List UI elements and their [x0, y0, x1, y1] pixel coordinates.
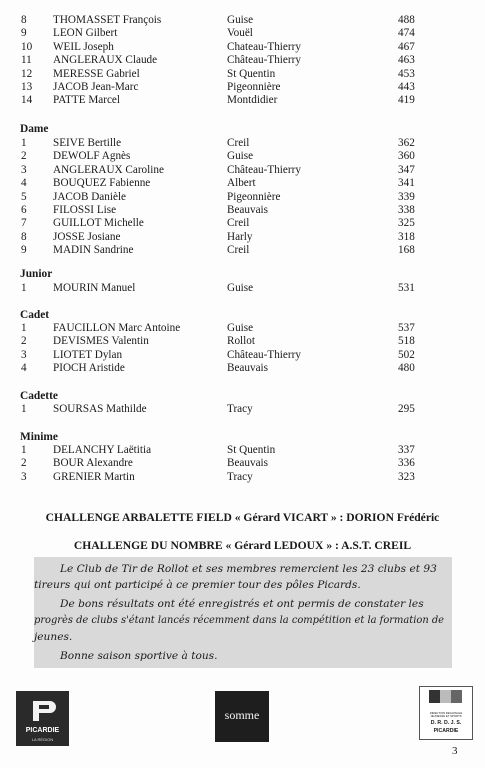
name-cell: FAUCILLON Marc Antoine: [53, 322, 181, 334]
drdjs-line3: PICARDIE: [433, 728, 459, 734]
club-cell: Harly: [227, 230, 253, 243]
score-cell: 338: [398, 204, 415, 216]
name-cell: MOURIN Manuel: [53, 282, 136, 294]
result-row: [0, 231, 485, 244]
result-row: [0, 177, 485, 190]
score-cell: 337: [398, 444, 415, 456]
score-cell: 453: [398, 67, 415, 80]
club-cell: Château-Thierry: [227, 163, 301, 176]
rank-cell: 4: [21, 177, 27, 190]
result-row: [0, 204, 485, 217]
rank-cell: 9: [21, 244, 27, 257]
score-cell: 502: [398, 348, 415, 361]
result-row: [0, 444, 485, 457]
message-line: progrès de clubs s'étant lancés récemment dans la compétition et la formation de: [34, 615, 444, 626]
club-cell: Pigeonnière: [227, 190, 281, 203]
rank-cell: 12: [21, 67, 33, 80]
picardie-logo-text: PICARDIE: [25, 727, 60, 734]
name-cell: ANGLERAUX Caroline: [53, 163, 164, 176]
club-cell: Guise: [227, 322, 254, 334]
message-line: Le Club de Tir de Rollot et ses membres remercient les 23 clubs et 93: [60, 563, 437, 575]
result-row: [0, 217, 485, 230]
club-cell: Creil: [227, 137, 250, 149]
club-cell: Creil: [227, 217, 250, 230]
name-cell: LEON Gilbert: [53, 27, 118, 40]
club-cell: St Quentin: [227, 444, 276, 456]
name-cell: THOMASSET François: [53, 14, 162, 26]
picardie-logo-subtext: LA RÉGION: [31, 737, 54, 742]
rank-cell: 8: [21, 14, 27, 26]
result-row: [0, 137, 485, 150]
result-row: [0, 150, 485, 163]
name-cell: LIOTET Dylan: [53, 348, 123, 361]
rank-cell: 3: [21, 163, 27, 176]
rank-cell: 8: [21, 230, 27, 243]
name-cell: BOUQUEZ Fabienne: [53, 177, 151, 190]
club-cell: Pigeonnière: [227, 81, 281, 93]
score-cell: 339: [398, 190, 415, 203]
category-heading: Junior: [20, 268, 53, 280]
name-cell: SOURSAS Mathilde: [53, 403, 147, 415]
message-line: jeunes.: [34, 631, 73, 643]
score-cell: 323: [398, 470, 415, 483]
somme-logo-text: somme: [224, 708, 260, 722]
club-cell: Guise: [227, 150, 254, 163]
score-cell: 474: [398, 27, 415, 40]
name-cell: JACOB Jean-Marc: [53, 81, 139, 93]
club-cell: St Quentin: [227, 67, 276, 80]
rank-cell: 1: [21, 137, 27, 149]
name-cell: PIOCH Aristide: [53, 362, 125, 375]
result-row: [0, 164, 485, 177]
club-cell: Beauvais: [227, 362, 269, 375]
rank-cell: 3: [21, 348, 27, 361]
result-row: [0, 244, 485, 257]
name-cell: DELANCHY Laëtitia: [53, 444, 152, 456]
name-cell: GUILLOT Michelle: [53, 217, 144, 230]
score-cell: 360: [398, 150, 415, 163]
club-cell: Beauvais: [227, 204, 269, 216]
result-row: [0, 191, 485, 204]
score-cell: 518: [398, 335, 415, 348]
message-line: tireurs qui ont participé à ce premier tour des pôles Picards.: [34, 579, 361, 591]
club-cell: Vouël: [227, 27, 253, 40]
club-cell: Tracy: [227, 403, 253, 415]
score-cell: 419: [398, 94, 415, 107]
club-cell: Tracy: [227, 470, 253, 483]
score-cell: 531: [398, 282, 415, 294]
club-cell: Château-Thierry: [227, 348, 301, 361]
message-line: Bonne saison sportive à tous.: [60, 650, 218, 662]
score-cell: 168: [398, 244, 415, 257]
score-cell: 336: [398, 457, 415, 470]
rank-cell: 11: [21, 54, 32, 67]
rank-cell: 14: [21, 94, 33, 107]
name-cell: WEIL Joseph: [53, 40, 114, 53]
category-heading: Minime: [20, 431, 58, 443]
category-heading: Cadette: [20, 390, 58, 402]
message-line: De bons résultats ont été enregistrés et ont permis de constater les: [60, 598, 424, 610]
page-number: 3: [452, 745, 458, 757]
somme-logo: [215, 691, 269, 742]
result-row: [0, 54, 485, 67]
club-cell: Chateau-Thierry: [227, 40, 301, 53]
score-cell: 295: [398, 403, 415, 415]
drdjs-line1: DIRECTION RÉGIONALE JEUNESSE ET SPORTS: [429, 712, 463, 719]
name-cell: MERESSE Gabriel: [53, 67, 140, 80]
rank-cell: 1: [21, 282, 27, 294]
rank-cell: 10: [21, 40, 33, 53]
result-row: [0, 471, 485, 484]
score-cell: 488: [398, 14, 415, 26]
result-row: [0, 362, 485, 375]
rank-cell: 1: [21, 444, 27, 456]
name-cell: DEWOLF Agnès: [53, 150, 131, 163]
name-cell: BOUR Alexandre: [53, 457, 133, 470]
result-row: [0, 322, 485, 335]
rank-cell: 1: [21, 403, 27, 415]
score-cell: 463: [398, 54, 415, 67]
result-row: [0, 14, 485, 27]
rank-cell: 9: [21, 27, 27, 40]
name-cell: SEIVE Bertille: [53, 137, 122, 149]
rank-cell: 7: [21, 217, 27, 230]
result-row: [0, 68, 485, 81]
club-cell: Rollot: [227, 335, 255, 348]
result-row: [0, 349, 485, 362]
club-cell: Albert: [227, 177, 256, 190]
rank-cell: 2: [21, 150, 27, 163]
club-cell: Creil: [227, 244, 250, 257]
category-heading: Dame: [20, 123, 49, 135]
rank-cell: 13: [21, 81, 33, 93]
drdjs-logo: [419, 686, 473, 740]
score-cell: 537: [398, 322, 415, 334]
club-cell: Montdidier: [227, 94, 278, 107]
rank-cell: 4: [21, 362, 27, 375]
challenge-du-nombre: CHALLENGE DU NOMBRE « Gérard LEDOUX » : A.S.T. CREIL: [73, 539, 412, 552]
score-cell: 325: [398, 217, 415, 230]
result-row: [0, 282, 485, 295]
club-cell: Guise: [227, 14, 254, 26]
name-cell: ANGLERAUX Claude: [53, 54, 158, 67]
result-row: [0, 94, 485, 107]
rank-cell: 1: [21, 322, 27, 334]
score-cell: 347: [398, 163, 415, 176]
club-cell: Beauvais: [227, 457, 269, 470]
rank-cell: 2: [21, 457, 27, 470]
republique-francaise-icon: [420, 687, 472, 709]
result-row: [0, 457, 485, 470]
name-cell: PATTE Marcel: [53, 94, 121, 107]
club-cell: Château-Thierry: [227, 54, 301, 67]
rank-cell: 2: [21, 335, 27, 348]
name-cell: FILOSSI Lise: [53, 204, 117, 216]
name-cell: DEVISMES Valentin: [53, 335, 149, 348]
result-row: [0, 403, 485, 416]
result-row: [0, 41, 485, 54]
result-row: [0, 27, 485, 40]
result-row: [0, 81, 485, 94]
category-heading: Cadet: [20, 309, 50, 321]
name-cell: JACOB Danièle: [53, 190, 127, 203]
rank-cell: 6: [21, 204, 27, 216]
name-cell: MADIN Sandrine: [53, 244, 134, 257]
rank-cell: 3: [21, 470, 27, 483]
club-cell: Guise: [227, 282, 254, 294]
score-cell: 467: [398, 40, 415, 53]
rank-cell: 5: [21, 190, 27, 203]
picardie-region-logo: [16, 691, 69, 746]
challenge-arbalete-field: CHALLENGE ARBALETTE FIELD « Gérard VICART » : DORION Frédéric: [45, 511, 440, 524]
score-cell: 318: [398, 230, 415, 243]
result-row: [0, 335, 485, 348]
score-cell: 480: [398, 362, 415, 375]
score-cell: 362: [398, 137, 415, 149]
name-cell: JOSSE Josiane: [53, 230, 121, 243]
score-cell: 443: [398, 81, 415, 93]
score-cell: 341: [398, 177, 415, 190]
drdjs-line2: D. R. D. J. S.: [430, 720, 462, 726]
name-cell: GRENIER Martin: [53, 470, 135, 483]
